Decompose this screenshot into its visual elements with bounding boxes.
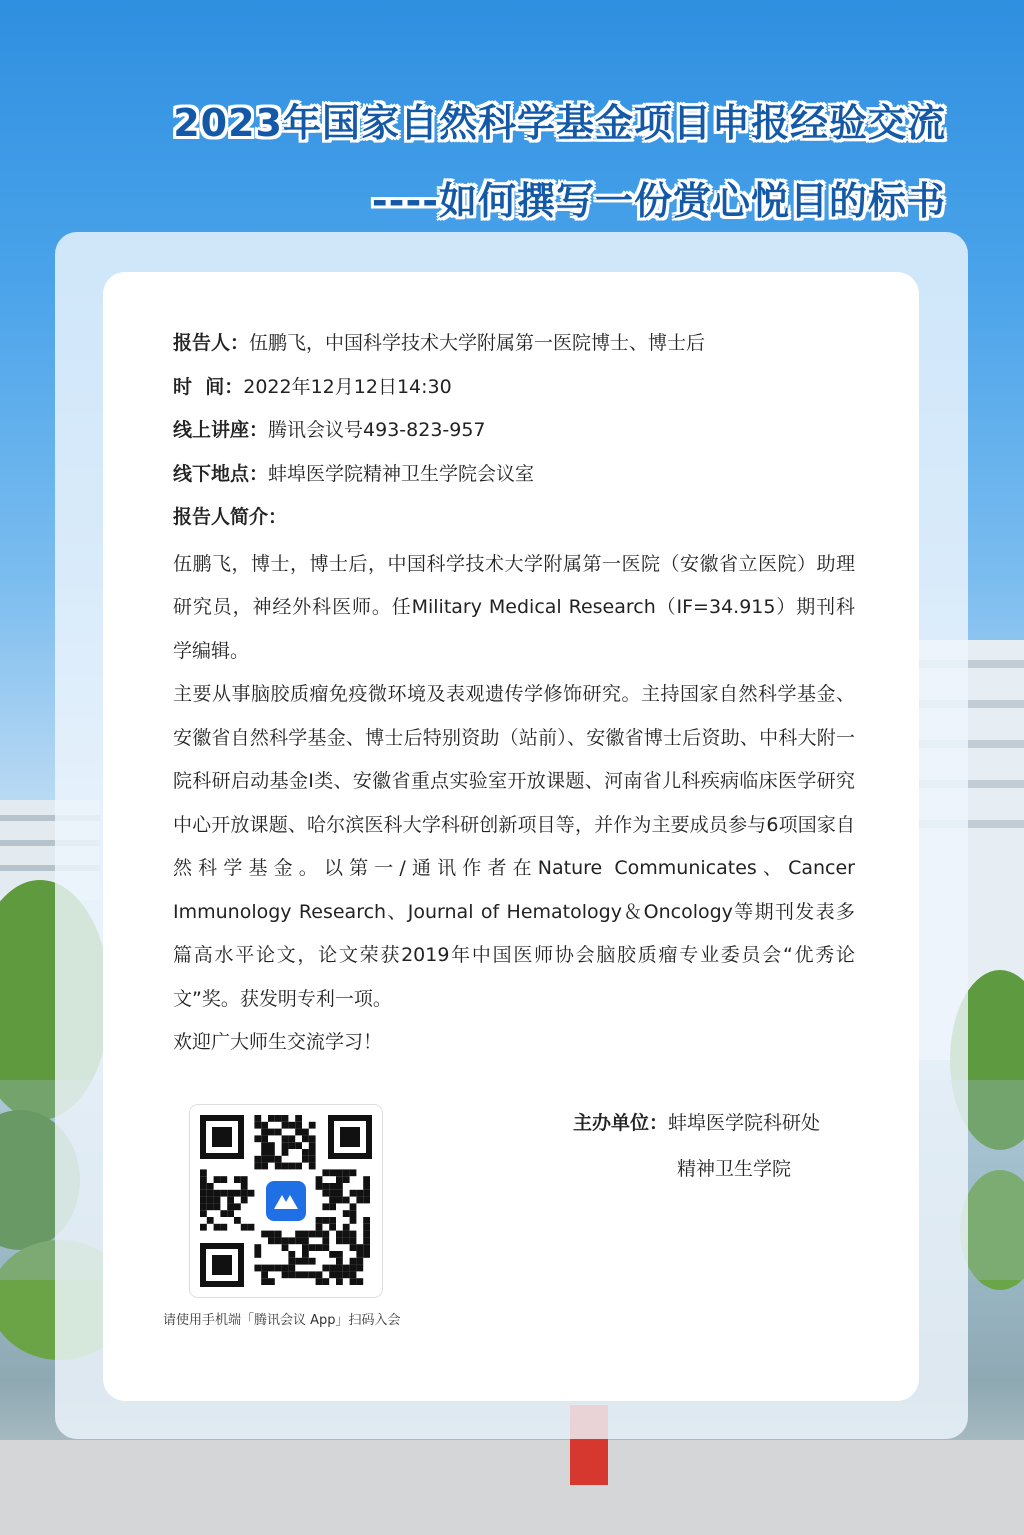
organizer-line-1: 蚌埠医学院科研处: [668, 1112, 821, 1134]
detail-row-time: [173, 369, 855, 413]
page-title: 2023年国家自然科学基金项目申报经验交流: [173, 101, 946, 145]
event-info: [173, 325, 855, 1065]
qr-code-image: [190, 1105, 382, 1297]
organizer: [573, 1105, 820, 1197]
bio-heading: 报告人简介：: [173, 506, 288, 528]
detail-label: 线下地点：: [173, 462, 269, 485]
qr-caption: 请使用手机端「腾讯会议 App」扫码入会: [163, 1313, 401, 1328]
detail-value: 伍鹏飞，中国科学技术大学附属第一医院博士、博士后: [249, 332, 706, 354]
detail-row-speaker: [173, 325, 855, 369]
detail-row-location: [173, 456, 855, 500]
tencent-meeting-logo-icon: [266, 1181, 306, 1221]
detail-row-online: [173, 412, 855, 456]
bio-closing: 欢迎广大师生交流学习！: [173, 1031, 383, 1053]
organizer-line-2: 精神卫生学院: [677, 1158, 792, 1180]
detail-value: 腾讯会议号493-823-957: [268, 419, 486, 441]
page-subtitle: ----如何撰写一份赏心悦目的标书: [371, 179, 946, 223]
detail-row-bio-heading: [173, 499, 855, 543]
detail-label: 时 间：: [173, 375, 244, 398]
detail-value: 2022年12月12日14:30: [243, 375, 452, 398]
organizer-label: 主办单位：: [573, 1112, 669, 1134]
detail-value: 蚌埠医学院精神卫生学院会议室: [268, 462, 535, 485]
qr-code: [190, 1105, 382, 1297]
bio-paragraph-1: 伍鹏飞，博士，博士后，中国科学技术大学附属第一医院（安徽省立医院）助理研究员，神经外科医师。任Military Medical Research（IF=34.915）期刊科学编辑。: [173, 552, 855, 662]
detail-label: 线上讲座：: [173, 419, 269, 441]
bio-paragraph-2: 主要从事脑胶质瘤免疫微环境及表观遗传学修饰研究。主持国家自然科学基金、安徽省自然科学基金、博士后特别资助（站前）、安徽省博士后资助、中科大附一院科研启动基金Ⅰ类、安徽省重点实验室开放课题、河南省儿科疾病临床医学研究中心开放课题、哈尔滨医科大学科研创新项目等，并作为主要成员参与6项国家自然科学基金。以第一/通讯作者在Nature Communicates、Cancer Immunology Research、Journal of Hematology＆Oncology等期刊发表多篇高水平论文，论文荣获2019年中国医师协会脑胶质瘤专业委员会“优秀论文”奖。获发明专利一项。: [173, 683, 855, 1010]
detail-label: 报告人：: [173, 332, 250, 354]
